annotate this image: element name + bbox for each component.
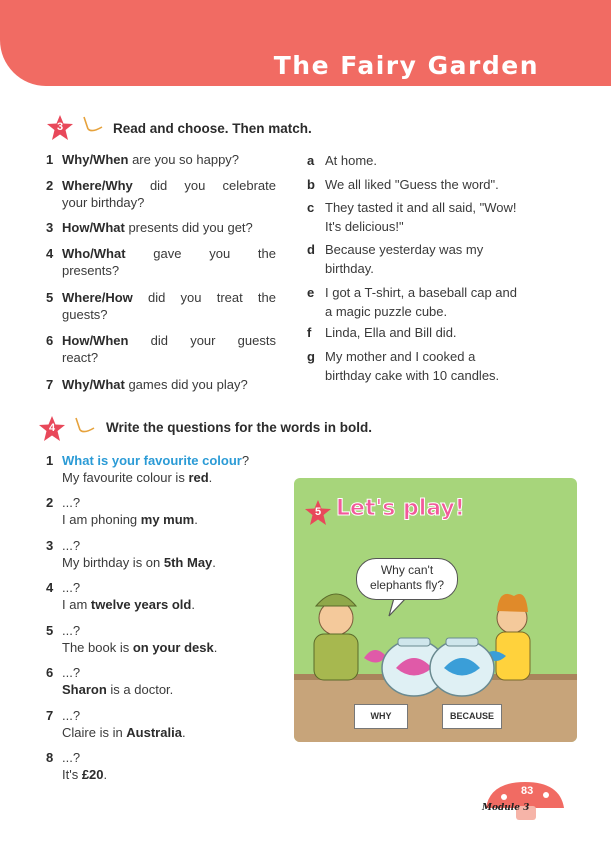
answer-line: It's delicious!"	[325, 219, 404, 234]
answer-sentence	[62, 511, 266, 528]
example-question: What is your favourite colour	[62, 453, 242, 468]
item-number: 4	[46, 580, 54, 595]
question-options: How/When	[62, 333, 129, 348]
question-line	[62, 332, 276, 349]
question-line	[62, 151, 276, 168]
bold-word: on your desk	[132, 640, 214, 655]
sentence-text: .	[194, 512, 198, 527]
exercise-heading: Write the questions for the words in bold.	[106, 420, 373, 435]
question-blank: ?	[241, 453, 250, 468]
answer-line: Linda, Ella and Bill did.	[325, 325, 457, 340]
question-blank: ...?	[62, 538, 81, 553]
question-blank: ...?	[62, 623, 81, 638]
question-options: Who/What	[62, 246, 126, 261]
answer-sentence	[62, 554, 266, 571]
question-rest: did you treat the	[148, 290, 276, 305]
question-item	[46, 332, 276, 366]
question-line	[62, 494, 266, 511]
question-line	[62, 579, 266, 596]
header-banner	[0, 0, 611, 86]
pencil-icon	[72, 416, 98, 436]
question-text	[62, 245, 276, 279]
sentence-text: My birthday is on	[62, 555, 164, 570]
bold-word: Australia	[126, 725, 182, 740]
answer-line: birthday cake with 10 candles.	[325, 368, 500, 383]
question-number: 1	[46, 152, 54, 167]
item-number: 1	[46, 453, 54, 468]
answer-text	[325, 347, 557, 385]
question-number: 3	[46, 220, 54, 235]
sentence-text: I am	[62, 597, 91, 612]
answer-sentence	[62, 639, 266, 656]
question-line: your birthday?	[62, 195, 145, 210]
question-item	[46, 177, 276, 211]
sentence-text: .	[103, 767, 108, 782]
item-number: 5	[46, 623, 54, 638]
sentence-text: .	[212, 555, 216, 570]
sentence-text: .	[208, 470, 213, 485]
answer-letter: e	[307, 285, 315, 300]
answer-line: We all liked "Guess the word".	[325, 177, 499, 192]
question-line: react?	[62, 350, 99, 365]
question-number: 7	[46, 377, 54, 392]
question-blank: ...?	[62, 750, 81, 765]
question-text	[62, 219, 276, 236]
answer-letter: a	[307, 153, 315, 168]
answer-sentence	[62, 681, 266, 698]
item-number: 3	[46, 538, 54, 553]
exercise-number-star	[305, 500, 331, 526]
answer-line: Because yesterday was my	[325, 242, 484, 257]
answer-text	[325, 175, 557, 194]
write-item	[46, 749, 266, 783]
bubble-line: elephants fly?	[369, 578, 445, 592]
question-item	[46, 219, 276, 236]
question-text	[62, 151, 276, 168]
answer-item	[307, 323, 557, 342]
question-options: Why/When	[62, 152, 129, 167]
answer-text	[325, 323, 557, 342]
write-item	[46, 707, 266, 741]
exercise-number: 5	[314, 506, 322, 518]
answer-letter: b	[307, 177, 315, 192]
why-card: WHY	[354, 704, 408, 729]
question-blank: ...?	[62, 708, 81, 723]
answer-item	[307, 198, 557, 236]
bold-word: twelve years old	[90, 597, 192, 612]
page-number: 83	[521, 785, 534, 797]
item-number: 2	[46, 495, 54, 510]
bold-word: 5th May	[163, 555, 213, 570]
module-label: Module 3	[482, 803, 530, 813]
answer-letter: f	[307, 325, 312, 340]
lets-play-logo: Let's play!	[336, 496, 465, 521]
page-title: The Fairy Garden	[273, 51, 539, 80]
question-options: How/What	[62, 220, 125, 235]
sentence-text: I am phoning	[62, 512, 141, 527]
question-item	[46, 245, 276, 279]
question-line: presents?	[62, 263, 120, 278]
exercise-number: 3	[56, 121, 64, 133]
answer-line: At home.	[325, 153, 378, 168]
question-rest: are you so happy?	[132, 152, 240, 167]
answer-line: a magic puzzle cube.	[325, 304, 448, 319]
answer-text	[325, 283, 557, 321]
exercise-number: 4	[48, 422, 56, 434]
answer-text	[325, 198, 557, 236]
bold-word: Sharon	[62, 682, 107, 697]
bold-word: £20	[81, 767, 104, 782]
sentence-text: It's	[62, 767, 82, 782]
sentence-text: is a doctor.	[106, 682, 174, 697]
answer-item	[307, 347, 557, 385]
exercise-heading: Read and choose. Then match.	[113, 121, 312, 136]
bubble-line: Why can't	[380, 563, 434, 577]
question-rest: games did you play?	[128, 377, 248, 392]
question-blank: ...?	[62, 580, 81, 595]
answer-item	[307, 175, 557, 194]
question-text	[62, 289, 276, 323]
question-line	[62, 452, 266, 469]
write-item	[46, 622, 266, 656]
question-options: Why/What	[62, 377, 125, 392]
exercise-number-star	[39, 416, 65, 442]
question-options: Where/How	[62, 290, 133, 305]
question-number: 4	[46, 246, 54, 261]
answer-line: I got a T-shirt, a baseball cap and	[325, 285, 517, 300]
answer-line: My mother and I cooked a	[325, 349, 476, 364]
write-item	[46, 579, 266, 613]
sentence-text: The book is	[62, 640, 133, 655]
bold-word: my mum	[140, 512, 195, 527]
answer-item	[307, 151, 557, 170]
sentence-text: My favourite colour is	[62, 470, 189, 485]
question-number: 6	[46, 333, 54, 348]
item-number: 8	[46, 750, 54, 765]
sentence-text: Claire is in	[62, 725, 127, 740]
pencil-icon	[80, 115, 106, 135]
question-line	[62, 289, 276, 306]
question-number: 2	[46, 178, 54, 193]
write-item	[46, 494, 266, 528]
question-line	[62, 707, 266, 724]
answer-item	[307, 240, 557, 278]
question-rest: presents did you get?	[128, 220, 253, 235]
answer-text	[325, 240, 557, 278]
question-text	[62, 177, 276, 211]
question-line	[62, 177, 276, 194]
item-number: 7	[46, 708, 54, 723]
question-item	[46, 376, 276, 393]
question-text	[62, 332, 276, 366]
answer-sentence	[62, 596, 266, 613]
question-line	[62, 245, 276, 262]
answer-line: They tasted it and all said, "Wow!	[325, 200, 517, 215]
answer-sentence	[62, 724, 266, 741]
lets-play-panel	[294, 478, 577, 742]
sentence-text: .	[181, 725, 186, 740]
speech-bubble	[356, 558, 458, 600]
question-line	[62, 622, 266, 639]
question-item	[46, 151, 276, 168]
write-item	[46, 537, 266, 571]
question-options: Where/Why	[62, 178, 133, 193]
question-rest: did your guests	[150, 333, 276, 348]
answer-letter: d	[307, 242, 315, 257]
question-text	[62, 376, 276, 393]
question-line	[62, 664, 266, 681]
answer-letter: c	[307, 200, 315, 215]
because-card: BECAUSE	[442, 704, 502, 729]
bold-word: red	[188, 470, 209, 485]
answer-line: birthday.	[325, 261, 374, 276]
question-line	[62, 376, 276, 393]
answer-item	[307, 283, 557, 321]
question-line: guests?	[62, 307, 108, 322]
write-item	[46, 664, 266, 698]
sentence-text: .	[213, 640, 218, 655]
item-number: 6	[46, 665, 54, 680]
question-blank: ...?	[62, 665, 81, 680]
exercise-number-star	[47, 115, 73, 141]
write-item	[46, 452, 266, 486]
answer-text	[325, 151, 557, 170]
sentence-text: .	[191, 597, 195, 612]
answer-letter: g	[307, 349, 315, 364]
question-blank: ...?	[62, 495, 81, 510]
answer-sentence	[62, 469, 266, 486]
question-line	[62, 749, 266, 766]
question-item	[46, 289, 276, 323]
answer-sentence	[62, 766, 266, 783]
question-line	[62, 219, 276, 236]
question-line	[62, 537, 266, 554]
question-rest: did you celebrate	[149, 178, 276, 193]
question-rest: gave you the	[153, 246, 276, 261]
question-number: 5	[46, 290, 54, 305]
